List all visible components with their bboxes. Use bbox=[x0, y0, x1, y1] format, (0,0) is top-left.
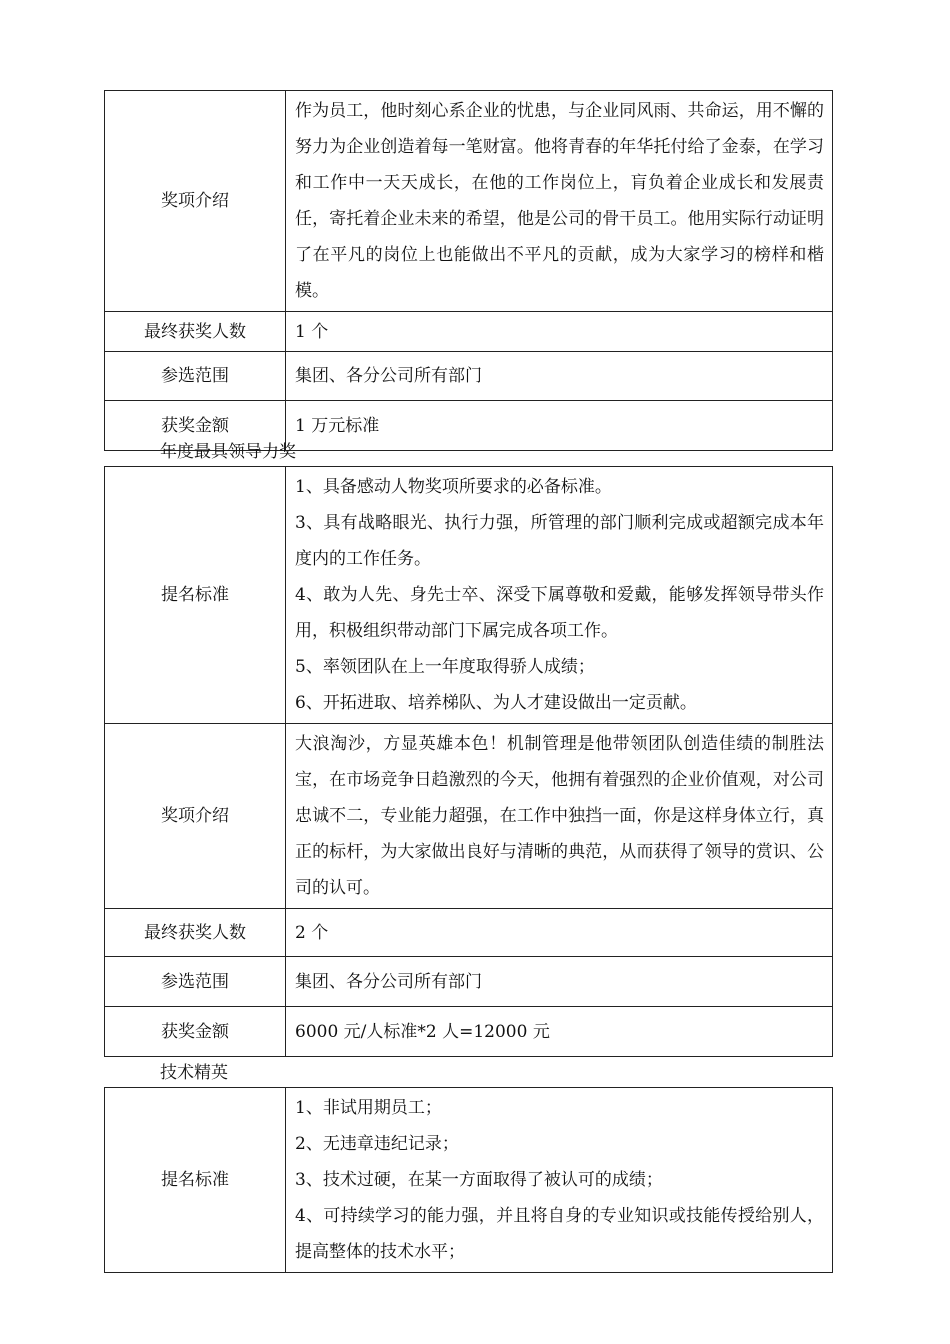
row-text: 集团、各分公司所有部门 bbox=[295, 366, 482, 386]
row-text: 1、具备感动人物奖项所要求的必备标准。 bbox=[295, 477, 612, 497]
row-value bbox=[286, 352, 833, 401]
table-row bbox=[105, 352, 833, 401]
row-text: 1 个 bbox=[295, 321, 329, 342]
row-value bbox=[286, 1088, 833, 1273]
row-label: 参选范围 bbox=[105, 352, 286, 401]
row-value bbox=[286, 1007, 833, 1057]
row-text: 1 万元标准 bbox=[295, 415, 380, 436]
award-table-2 bbox=[104, 466, 833, 1057]
row-text: 2 个 bbox=[295, 922, 329, 943]
row-text: 集团、各分公司所有部门 bbox=[295, 971, 482, 992]
section-heading-leadership-award: 年度最具领导力奖 bbox=[160, 442, 296, 462]
row-label: 获奖金额 bbox=[105, 1007, 286, 1057]
row-value bbox=[286, 724, 833, 909]
table-row bbox=[105, 1007, 833, 1057]
row-text: 2、无违章违纪记录； bbox=[295, 1134, 459, 1154]
row-label: 提名标准 bbox=[105, 1088, 286, 1273]
row-value bbox=[286, 312, 833, 352]
row-label: 奖项介绍 bbox=[105, 91, 286, 312]
row-text: 3、技术过硬，在某一方面取得了被认可的成绩； bbox=[295, 1170, 663, 1190]
table-row bbox=[105, 91, 833, 312]
row-label: 提名标准 bbox=[105, 467, 286, 724]
row-value bbox=[286, 467, 833, 724]
row-text: 3、具有战略眼光、执行力强，所管理的部门顺利完成或超额完成本年度内的工作任务。 bbox=[295, 513, 824, 569]
table-row bbox=[105, 957, 833, 1007]
award-table-3 bbox=[104, 1087, 833, 1273]
row-value bbox=[286, 401, 833, 451]
award-table-1 bbox=[104, 90, 833, 451]
table-row bbox=[105, 724, 833, 909]
table-row bbox=[105, 467, 833, 724]
row-label: 最终获奖人数 bbox=[105, 909, 286, 957]
row-text: 6000 元/人标准*2 人=12000 元 bbox=[295, 1021, 550, 1042]
row-text: 4、敢为人先、身先士卒、深受下属尊敬和爱戴，能够发挥领导带头作用，积极组织带动部门下属完成各项工作。 bbox=[295, 585, 824, 641]
row-value bbox=[286, 909, 833, 957]
row-label: 奖项介绍 bbox=[105, 724, 286, 909]
row-text: 5、率领团队在上一年度取得骄人成绩； bbox=[295, 657, 595, 677]
row-label: 获奖金额 bbox=[105, 401, 286, 451]
row-text: 4、可持续学习的能力强，并且将自身的专业知识或技能传授给别人，提高整体的技术水平； bbox=[295, 1206, 824, 1262]
row-value bbox=[286, 91, 833, 312]
section-heading-tech-elite: 技术精英 bbox=[160, 1063, 228, 1083]
row-text: 作为员工，他时刻心系企业的忧患，与企业同风雨、共命运，用不懈的努力为企业创造着每一笔财富。他将青春的年华托付给了金泰，在学习和工作中一天天成长，在他的工作岗位上，肓负着企业成长和发展责任，寄托着企业未来的希望，他是公司的骨干员工。他用实际行动证明了在平凡的岗位上也能做出不平凡的贡献，成为大家学习的榜样和楷模。 bbox=[295, 101, 824, 301]
row-value bbox=[286, 957, 833, 1007]
table-row bbox=[105, 1088, 833, 1273]
row-text: 6、开拓进取、培养梯队、为人才建设做出一定贡献。 bbox=[295, 693, 697, 713]
row-text: 1、非试用期员工； bbox=[295, 1098, 442, 1118]
row-label: 参选范围 bbox=[105, 957, 286, 1007]
table-row bbox=[105, 312, 833, 352]
row-label: 最终获奖人数 bbox=[105, 312, 286, 352]
row-text: 大浪淘沙，方显英雄本色！机制管理是他带领团队创造佳绩的制胜法宝，在市场竞争日趋激烈的今天，他拥有着强烈的企业价值观，对公司忠诚不二，专业能力超强，在工作中独挡一面，你是这样身体立行，真正的标杆，为大家做出良好与清晰的典范，从而获得了领导的赏识、公司的认可。 bbox=[295, 734, 824, 898]
table-row bbox=[105, 909, 833, 957]
